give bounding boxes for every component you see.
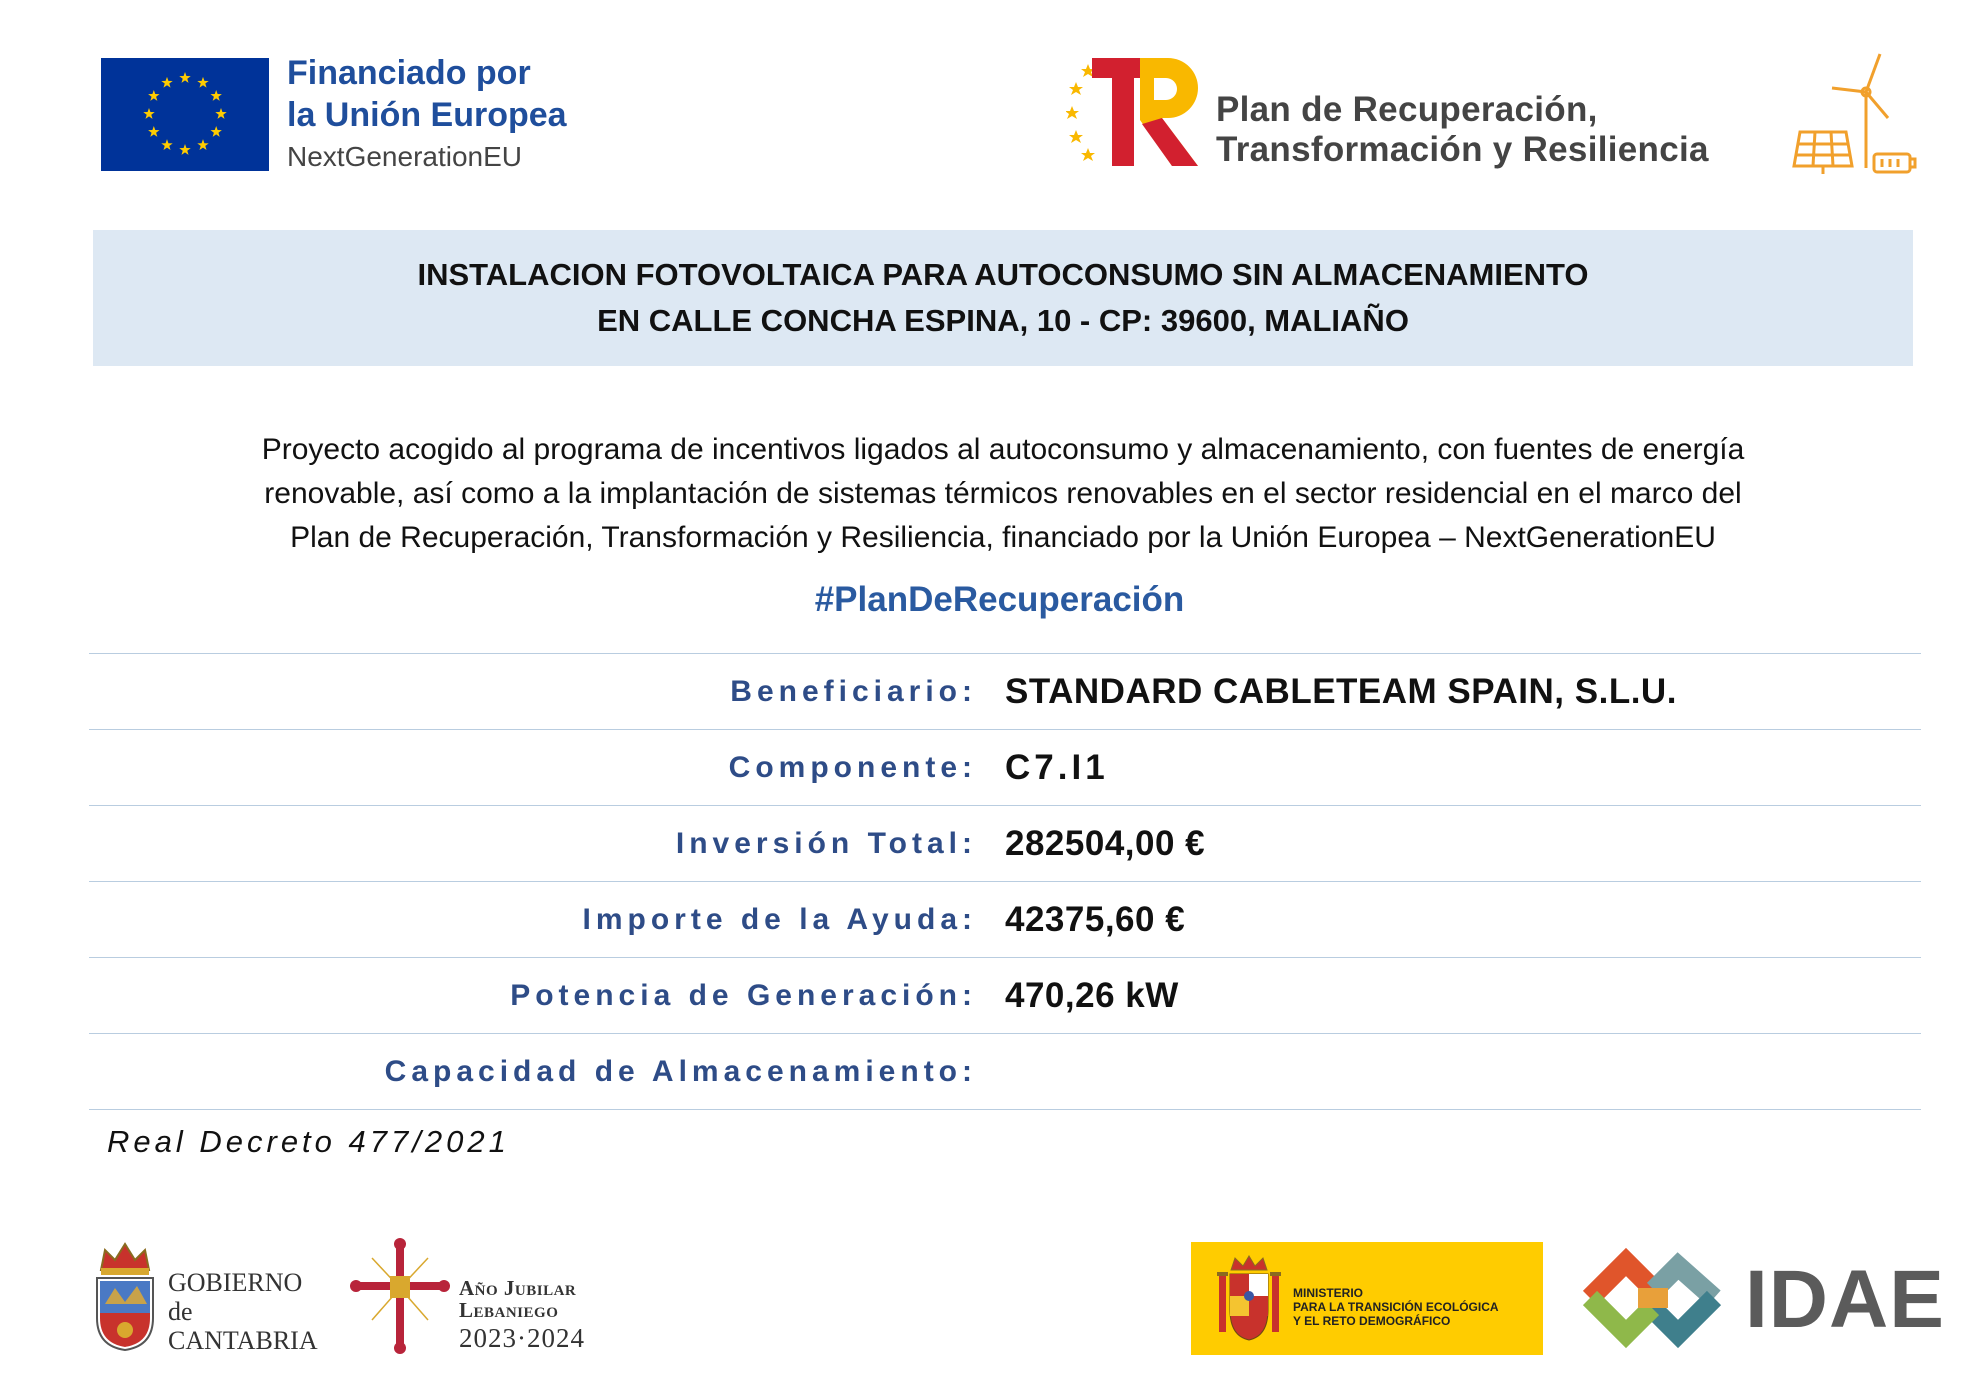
project-info-table [89, 653, 1921, 1110]
jubilar-cross-icon [350, 1238, 450, 1354]
description-line3: Plan de Recuperación, Transformación y Resiliencia, financiado por la Unión Europea – NextGenerationEU [290, 521, 1716, 554]
ministerio-line1: MINISTERIO [1293, 1286, 1364, 1300]
jubilar-line1: Año Jubilar [459, 1276, 577, 1300]
cantabria-line2: de [168, 1297, 193, 1326]
ministerio-line2: PARA LA TRANSICIÓN ECOLÓGICA [1293, 1300, 1499, 1314]
info-label: Importe de la Ayuda: [582, 902, 977, 936]
ministerio-line3: Y EL RETO DEMOGRÁFICO [1293, 1314, 1451, 1328]
ano-jubilar-text [459, 1277, 585, 1355]
description-line1: Proyecto acogido al programa de incentivos ligados al autoconsumo y almacenamiento, con fuentes de energía [261, 433, 1745, 466]
info-label: Inversión Total: [675, 826, 977, 860]
eu-star-icon [179, 144, 190, 155]
info-value: 282504,00 € [1005, 823, 1206, 863]
info-row-capacidad-almacenamiento [89, 1033, 1921, 1110]
eu-star-icon [161, 139, 172, 150]
cantabria-shield-icon [93, 1240, 157, 1352]
idae-wordmark: IDAE [1745, 1254, 1945, 1345]
eu-funding-text [287, 52, 567, 176]
info-value: 42375,60 € [1005, 899, 1186, 939]
description-line2: renovable, así como a la implantación de sistemas térmicos renovables en el sector residencial en el marco del [264, 477, 1742, 510]
eu-star-icon [210, 126, 221, 137]
info-value: STANDARD CABLETEAM SPAIN, S.L.U. [1005, 671, 1677, 711]
info-row-inversion-total [89, 805, 1921, 881]
info-label: Beneficiario: [730, 674, 977, 708]
gobierno-cantabria-text [168, 1268, 318, 1355]
info-row-potencia-generacion [89, 957, 1921, 1033]
eu-star-icon [197, 77, 208, 88]
prtr-line1: Plan de Recuperación, [1216, 90, 1598, 129]
eu-star-icon [143, 108, 154, 119]
eu-flag [101, 58, 269, 171]
eu-funding-line2: la Unión Europea [287, 96, 567, 134]
hashtag: #PlanDeRecuperación [814, 580, 1185, 619]
ministerio-logo [1191, 1242, 1543, 1355]
eu-stars-icon [101, 58, 269, 171]
decree-reference: Real Decreto 477/2021 [107, 1124, 510, 1159]
project-title-line1: INSTALACION FOTOVOLTAICA PARA AUTOCONSUMO SIN ALMACENAMIENTO [417, 257, 1589, 292]
eu-star-icon [161, 77, 172, 88]
eu-funding-line1: Financiado por [287, 54, 531, 92]
eu-star-icon [210, 90, 221, 101]
info-value: 470,26 kW [1005, 975, 1179, 1015]
eu-star-icon [197, 139, 208, 150]
eu-star-icon [148, 90, 159, 101]
eu-star-icon [215, 108, 226, 119]
eu-star-icon [148, 126, 159, 137]
info-row-beneficiario [89, 653, 1921, 729]
info-row-importe-ayuda [89, 881, 1921, 957]
prtr-text [1216, 90, 1709, 170]
info-value: C7.I1 [1005, 747, 1109, 787]
prtr-line2: Transformación y Resiliencia [1216, 130, 1709, 169]
info-label: Componente: [728, 750, 977, 784]
project-title-line2: EN CALLE CONCHA ESPINA, 10 - CP: 39600, MALIAÑO [597, 303, 1409, 338]
info-label: Potencia de Generación: [510, 978, 977, 1012]
spain-coat-of-arms-icon [1217, 1254, 1281, 1342]
info-row-componente [89, 729, 1921, 805]
project-title-box [93, 230, 1913, 366]
cantabria-line3: CANTABRIA [168, 1326, 318, 1355]
cantabria-line1: GOBIERNO [168, 1268, 303, 1297]
solar-wind-icon [1788, 50, 1918, 178]
prtr-logo-icon [1066, 56, 1206, 168]
eu-funding-line3: NextGenerationEU [287, 141, 523, 172]
ministerio-text [1293, 1286, 1499, 1328]
project-description [120, 428, 1886, 560]
jubilar-line2: Lebaniego [459, 1298, 559, 1322]
jubilar-years: 2023·2024 [459, 1323, 585, 1353]
eu-star-icon [179, 72, 190, 83]
info-label: Capacidad de Almacenamiento: [384, 1054, 977, 1088]
idae-logo-icon [1574, 1242, 1732, 1354]
